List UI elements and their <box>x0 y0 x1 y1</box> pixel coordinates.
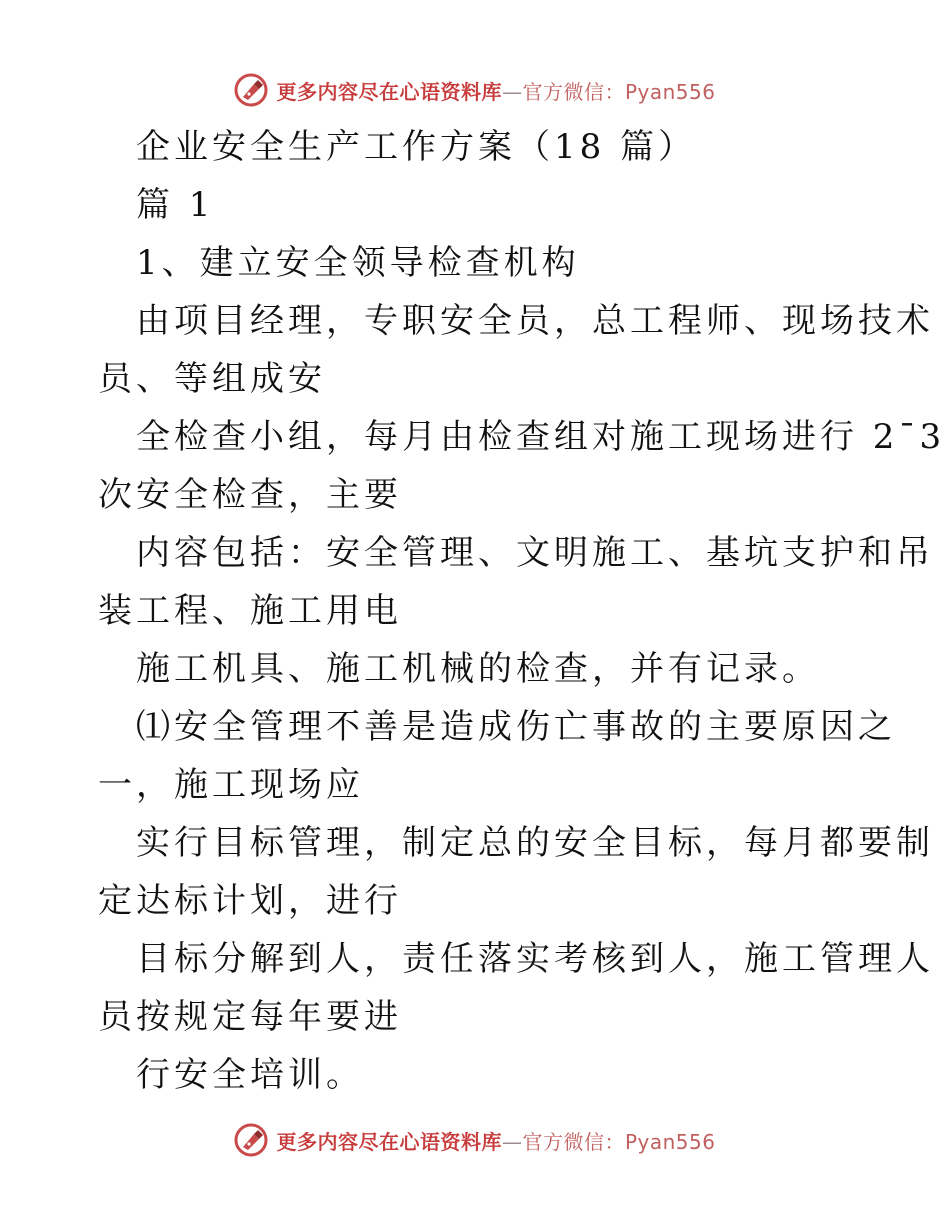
paragraph-line: 施工机具、施工机械的检查，并有记录。 <box>136 649 820 689</box>
paragraph-line: 行安全培训。 <box>136 1055 364 1095</box>
paragraph-line: 定达标计划，进行 <box>98 881 402 921</box>
paragraph-line: 次安全检查，主要 <box>98 475 402 515</box>
header-banner <box>0 70 950 110</box>
paragraph-line: 员按规定每年要进 <box>98 997 402 1037</box>
footer-lead-text: 更多内容尽在心语资料库 <box>276 1129 502 1154</box>
header-lead-text: 更多内容尽在心语资料库 <box>276 79 502 104</box>
footer-wechat-text: 官方微信：Pyan556 <box>522 1129 716 1154</box>
header-banner-text <box>276 76 715 105</box>
paragraph-line: 全检查小组，每月由检查组对施工现场进行 2¯3 <box>136 417 946 457</box>
document-title: 企业安全生产工作方案（18 篇） <box>136 127 697 167</box>
paragraph-line: 装工程、施工用电 <box>98 591 402 631</box>
document-body <box>98 118 946 1104</box>
footer-banner <box>0 1120 950 1160</box>
section-heading: 篇 1 <box>136 185 215 225</box>
paragraph-line: 一，施工现场应 <box>98 765 364 805</box>
footer-separator: — <box>501 1129 523 1154</box>
header-separator: — <box>501 79 523 104</box>
footer-banner-text <box>276 1126 715 1155</box>
paragraph-line: 目标分解到人，责任落实考核到人，施工管理人 <box>136 939 934 979</box>
paragraph-line: 由项目经理，专职安全员，总工程师、现场技术 <box>136 301 934 341</box>
paragraph-line: 内容包括：安全管理、文明施工、基坑支护和吊 <box>136 533 934 573</box>
paragraph-line: ⑴安全管理不善是造成伤亡事故的主要原因之 <box>136 707 896 747</box>
subsection-heading: 1、建立安全领导检查机构 <box>136 243 580 283</box>
paragraph-line: 实行目标管理，制定总的安全目标，每月都要制 <box>136 823 934 863</box>
paragraph-line: 员、等组成安 <box>98 359 326 399</box>
header-wechat-text: 官方微信：Pyan556 <box>522 79 716 104</box>
pen-nib-logo-icon <box>234 73 268 107</box>
pen-nib-logo-icon <box>234 1123 268 1157</box>
